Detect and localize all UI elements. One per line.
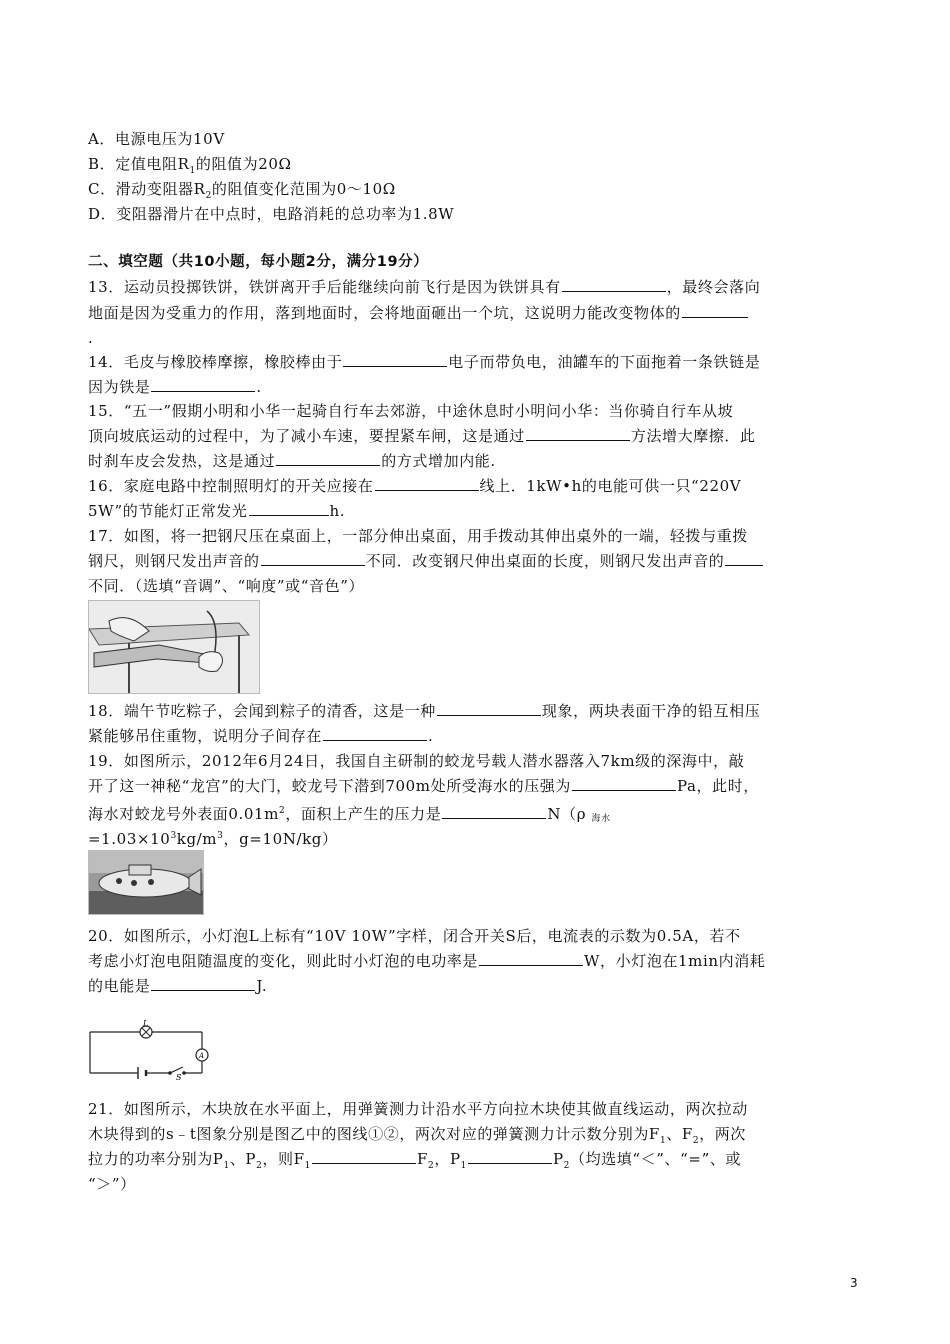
answer-blank[interactable]: [479, 950, 583, 966]
q16-line-1: 16．家庭电路中控制照明灯的开关应接在 线上．1kW•h的电能可供一只“220V: [88, 477, 742, 495]
q21-line-1: 21．如图所示，木块放在水平面上，用弹簧测力计沿水平方向拉木块使其做直线运动，两次拉动: [88, 1100, 748, 1118]
q19-line-1: 19．如图所示，2012年6月24日，我国自主研制的蛟龙号载人潜水器落入7km级的深海中，敲: [88, 752, 745, 770]
submersible-photo: [88, 850, 204, 915]
answer-blank[interactable]: [276, 450, 380, 466]
lamp-label: L: [143, 1020, 149, 1028]
ruler-figure: [88, 600, 260, 694]
option-b: B．定值电阻$R_1$的阻值为20Ω: [88, 155, 292, 176]
switch-label: S: [176, 1073, 182, 1080]
option-c: C．滑动变阻器$R_2$的阻值变化范围为0～10Ω: [88, 180, 396, 201]
circuit-svg: [86, 1020, 210, 1080]
section-title: 二、填空题（共10小题，每小题2分，满分19分）: [88, 254, 429, 270]
ammeter-label: A: [199, 1052, 205, 1060]
option-d: D．变阻器滑片在中点时，电路消耗的总功率为1.8W: [88, 205, 455, 223]
q17-line-3: 不同．（选填“音调”、“响度”或“音色”）: [88, 577, 365, 595]
page-number: 3: [850, 1276, 858, 1290]
q17-line-2: 钢尺，则钢尺发出声音的 不同．改变钢尺伸出桌面的长度，则钢尺发出声音的: [88, 550, 764, 572]
q17-line-1: 17．如图，将一把钢尺压在桌面上，一部分伸出桌面，用手拨动其伸出桌外的一端，轻拨与重拨: [88, 527, 748, 545]
q15-line-3: 时刹车皮会发热，这是通过 的方式增加内能.: [88, 452, 496, 470]
q19-line-4: $=1.03\times 10^3kg/m^3$，g=10N/kg）: [88, 830, 338, 848]
q19-line-2: 开了这一神秘“龙宫”的大门，蛟龙号下潜到700m处所受海水的压强为 Pa，此时，: [88, 777, 759, 795]
q14-line-2: 因为铁是 .: [88, 378, 262, 396]
q15-line-1: 15．“五一”假期小明和小华一起骑自行车去郊游，中途休息时小明问小华：当你骑自行车从坡: [88, 402, 734, 420]
q20-line-3: 的电能是 J.: [88, 977, 268, 995]
answer-blank[interactable]: [725, 550, 763, 566]
q13-line-1: 13．运动员投掷铁饼，铁饼离开手后能继续向前飞行是因为铁饼具有 ，最终会落向: [88, 278, 761, 296]
answer-blank[interactable]: [526, 425, 630, 441]
answer-blank[interactable]: [442, 803, 546, 819]
option-a: A．电源电压为10V: [88, 130, 225, 148]
q20-line-1: 20．如图所示，小灯泡L上标有“10V 10W”字样，闭合开关S后，电流表的示数为0.5A，若不: [88, 927, 741, 945]
q18-line-2: 紧能够吊住重物，说明分子间存在 .: [88, 727, 434, 745]
submersible-illustration: [89, 851, 203, 914]
answer-blank[interactable]: [151, 975, 255, 991]
q15-line-2: 顶向坡底运动的过程中，为了减小车速，要捏紧车闸，这是通过 方法增大摩擦．此: [88, 427, 756, 445]
answer-blank[interactable]: [151, 376, 255, 392]
answer-blank[interactable]: [249, 500, 329, 516]
answer-blank[interactable]: [437, 700, 541, 716]
answer-blank[interactable]: [261, 550, 365, 566]
q21-line-3: 拉力的功率分别为$P_1$、$P_2$，则$F_1$ $F_2$，$P_1$ $P_2$（均选填“＜”、“=”、或: [88, 1150, 742, 1171]
answer-blank[interactable]: [375, 475, 479, 491]
answer-blank[interactable]: [343, 351, 447, 367]
q19-line-3: 海水对蛟龙号外表面$0.01m^2$，面积上产生的压力是 N（ρ 海水: [88, 805, 611, 824]
q20-line-2: 考虑小灯泡电阻随温度的变化，则此时小灯泡的电功率是 W，小灯泡在1min内消耗: [88, 952, 766, 970]
q13-line-2: 地面是因为受重力的作用，落到地面时，会将地面砸出一个坑，这说明力能改变物体的: [88, 302, 749, 324]
q21-line-4: “＞”）: [88, 1175, 136, 1193]
circuit-diagram: [86, 1020, 210, 1080]
q21-line-2: 木块得到的s﹣t图象分别是图乙中的图线①②，两次对应的弹簧测力计示数分别为$F_1$、$F_2$，两次: [88, 1125, 747, 1146]
q14-line-1: 14．毛皮与橡胶棒摩擦，橡胶棒由于 电子而带负电，油罐车的下面拖着一条铁链是: [88, 353, 761, 371]
answer-blank[interactable]: [468, 1148, 552, 1164]
q13-line-3: .: [88, 329, 94, 347]
q18-line-1: 18．端午节吃粽子，会闻到粽子的清香，这是一种 现象，两块表面干净的铅互相压: [88, 702, 761, 720]
answer-blank[interactable]: [323, 725, 427, 741]
answer-blank[interactable]: [572, 775, 676, 791]
ruler-on-table-illustration: [89, 601, 259, 693]
answer-blank[interactable]: [562, 276, 666, 292]
q16-line-2: 5W”的节能灯正常发光 h.: [88, 502, 346, 520]
answer-blank[interactable]: [312, 1148, 416, 1164]
answer-blank[interactable]: [682, 302, 748, 318]
